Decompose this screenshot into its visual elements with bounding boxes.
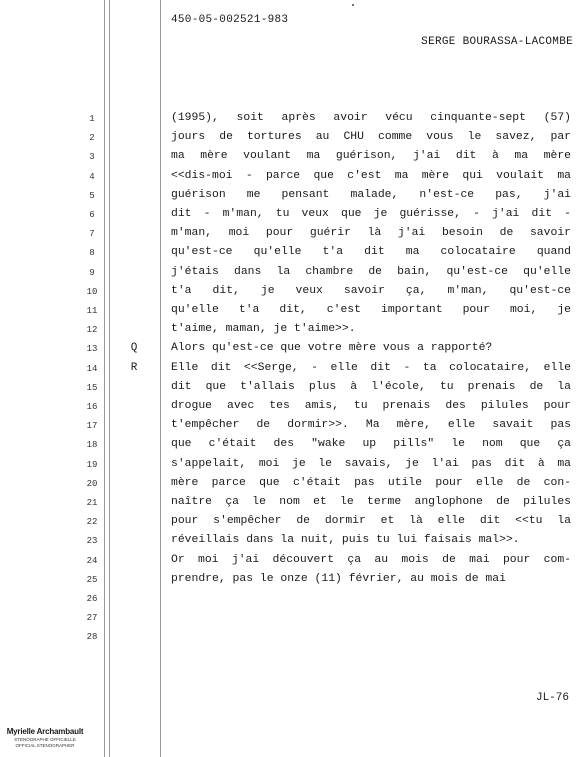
line-number: 2 xyxy=(89,133,95,144)
margin-rule-3 xyxy=(160,0,161,757)
line-number: 20 xyxy=(86,478,98,489)
line-number: 22 xyxy=(86,517,98,528)
transcript-line: Or moi j'ai découvert ça au mois de mai pour com- xyxy=(171,553,571,566)
transcript-line: (1995), soit après avoir vécu cinquante-sept (57) xyxy=(171,112,571,124)
transcript-line: jours de tortures au CHU comme vous le savez, par xyxy=(171,131,571,144)
line-number: 28 xyxy=(86,632,98,643)
line-number: 25 xyxy=(86,574,98,585)
line-number: 27 xyxy=(86,613,98,624)
page-identifier: JL-76 xyxy=(535,692,569,704)
line-number: 7 xyxy=(89,229,95,240)
transcript-line: que c'était des "wake up pills" le nom que ça xyxy=(171,438,571,451)
transcript-line: s'appelait, moi je le savais, je l'ai pas dit à ma xyxy=(171,457,571,470)
line-number: 9 xyxy=(89,267,95,278)
line-number: 14 xyxy=(86,363,98,374)
line-number: 13 xyxy=(86,344,98,355)
scan-speck xyxy=(352,4,354,6)
stenographer-stamp xyxy=(2,727,88,749)
line-number: 19 xyxy=(86,459,98,470)
line-number: 3 xyxy=(89,152,95,163)
transcript-line: <<dis-moi - parce que c'est ma mère qui voulait ma xyxy=(171,169,571,182)
transcript-line: prendre, pas le onze (11) février, au mois de mai xyxy=(171,572,506,585)
transcript-line: t'a dit, je veux savoir ça, m'man, qu'est-ce xyxy=(171,284,571,297)
line-number: 5 xyxy=(89,190,95,201)
answer-marker: R xyxy=(130,361,138,374)
transcript-line: Alors qu'est-ce que votre mère vous a rapporté? xyxy=(171,342,493,355)
line-number: 23 xyxy=(86,536,98,547)
stenographer-name: Myrielle Archambault xyxy=(6,727,84,736)
speaker-name: SERGE BOURASSA-LACOMBE xyxy=(421,36,573,48)
line-number: 10 xyxy=(86,286,98,297)
line-number: 16 xyxy=(86,402,98,412)
transcript-line: drogue avec tes amis, tu prenais des pilules pour xyxy=(171,400,571,412)
line-number: 1 xyxy=(89,114,95,124)
line-number: 8 xyxy=(89,248,95,259)
stenographer-title-en: OFFICIAL STENOGRAPHER xyxy=(15,743,75,748)
transcript-line: dit - m'man, tu veux que je guérisse, - j'ai dit - xyxy=(171,208,571,220)
transcript-line: réveillais dans la nuit, puis tu lui faisais mal>>. xyxy=(171,534,520,547)
line-number: 6 xyxy=(89,210,95,220)
transcript-line: ma mère voulant ma guérison, j'ai dit à ma mère xyxy=(171,150,571,163)
transcript-line: naître ça le nom et le terme anglophone de pilules xyxy=(171,496,571,508)
line-number: 12 xyxy=(86,325,98,336)
line-number: 26 xyxy=(86,594,98,604)
transcript-line: mère parce que c'était pas utile pour elle de con- xyxy=(171,476,571,489)
line-number: 24 xyxy=(86,555,98,566)
transcript-line: j'étais dans la chambre de bain, qu'est-ce qu'elle xyxy=(171,265,571,278)
transcript-line: qu'est-ce qu'elle t'a dit ma colocataire quand xyxy=(171,246,571,259)
line-number: 11 xyxy=(86,306,98,316)
transcript-line: t'empêcher de dormir>>. Ma mère, elle savait pas xyxy=(171,419,571,432)
stenographer-title-fr: STENOGRAPHE OFFICIELLE xyxy=(14,737,76,742)
transcript-line: qu'elle t'a dit, c'est important pour moi, je xyxy=(171,304,571,316)
line-number: 4 xyxy=(89,171,95,182)
transcript-line: m'man, moi pour guérir là j'ai besoin de savoir xyxy=(171,227,571,240)
transcript-line: t'aime, maman, je t'aime>>. xyxy=(171,323,356,336)
document-number: 450-05-002521-983 xyxy=(171,14,289,26)
question-marker: Q xyxy=(130,342,138,355)
transcript-line: guérison me pensant malade, n'est-ce pas, j'ai xyxy=(171,188,571,201)
line-number: 21 xyxy=(86,498,98,508)
transcript-line: pour s'empêcher de dormir et là elle dit <<tu la xyxy=(171,515,571,528)
line-number: 15 xyxy=(86,382,98,393)
line-number: 18 xyxy=(86,440,98,451)
line-number: 17 xyxy=(86,421,98,432)
transcript-line: dit que t'allais plus à l'école, tu prenais de la xyxy=(171,380,571,393)
transcript-line: Elle dit <<Serge, - elle dit - ta colocataire, elle xyxy=(171,361,571,374)
